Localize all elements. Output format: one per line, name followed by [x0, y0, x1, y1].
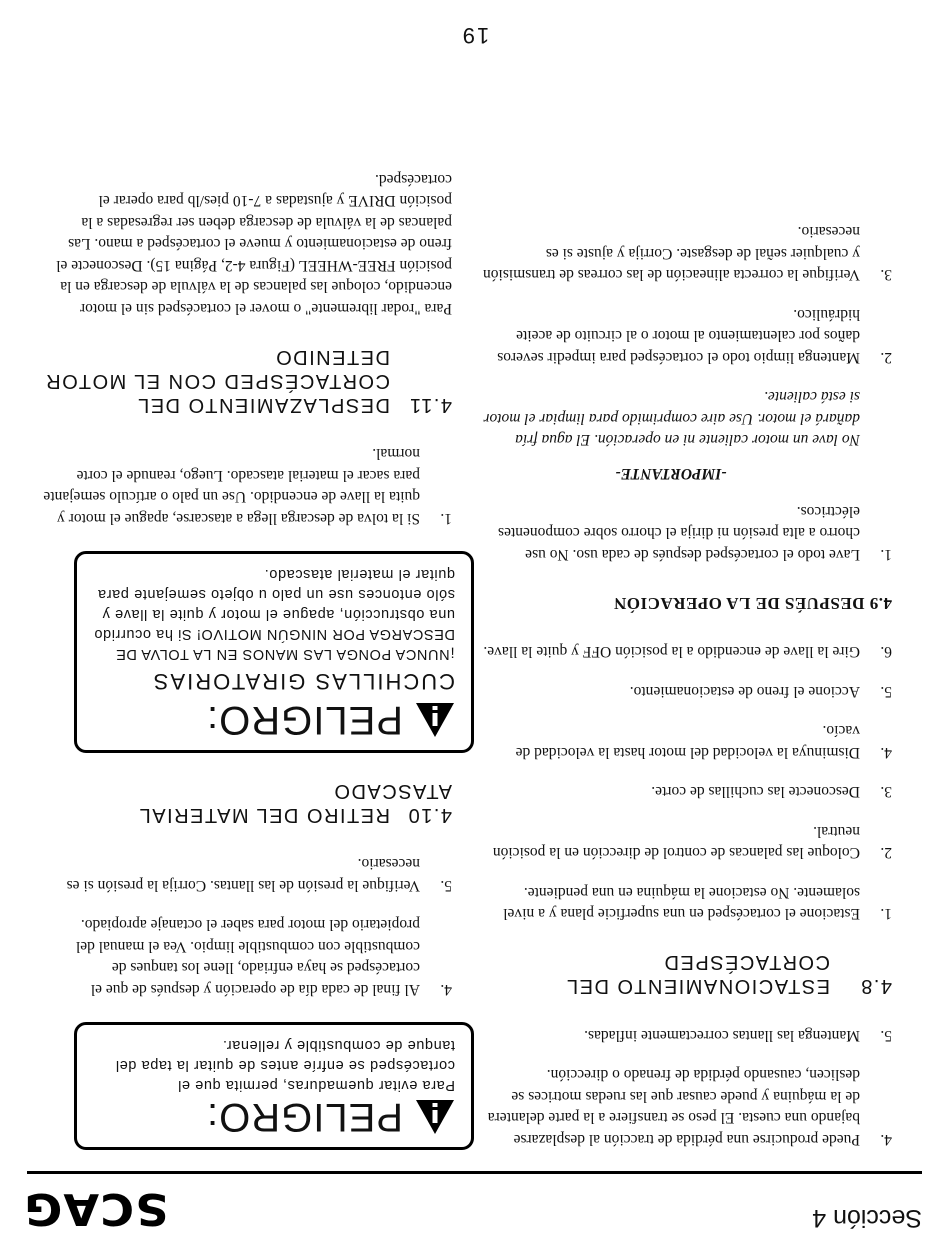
page-header	[23, 1174, 922, 1238]
list-item: 4. Al final de cada día de operación y después de que el cortacésped se haya enfriado, llene los tanques de combustible con combustible limpio. Vea el manual del propietario del motor para saber el octanaje apropiado.	[75, 916, 452, 998]
list-item: 1. Si la tolva de descarga llega a atascarse, apague el motor y quita la llave de encendido. Use un palo o artículo semejante para sacar el material atascado. Luego, reanude el corte normal.	[43, 445, 452, 527]
list-item: 3. Desconecte las cuchillas de corte.	[651, 783, 892, 801]
right-column	[42, 151, 455, 1151]
important-note	[482, 386, 892, 483]
important-title: -IMPORTANTE-	[615, 465, 727, 483]
list-item: 5. Accione el freno de estacionamiento.	[629, 683, 892, 700]
list-item: 5. Verifique la presión de las llantas. Corrija la presión si es necesario.	[66, 855, 452, 894]
danger-title: PELIGRO:	[206, 1095, 403, 1139]
danger-box-burns	[74, 1022, 474, 1150]
danger-title: PELIGRO:	[206, 698, 403, 742]
warning-triangle-icon	[415, 702, 455, 738]
danger-subtitle: CUCHILLAS GIRATORIAS	[151, 669, 455, 694]
list-item: 2. Mantenga limpio todo el cortacésped para impedir severos daños por calentamiento al motor o al circuito de aceite hidráulico.	[497, 306, 892, 366]
left-column	[482, 203, 892, 1150]
list-item: 6. Gire la llave de encendido a la posición OFF y quite la llave.	[483, 643, 892, 661]
list-item: 1. Estacione el cortacésped en una superficie plana y a nivel solamente. No estacione la máquina en una pendiente.	[503, 884, 892, 923]
scag-logo: SCAG	[23, 1183, 169, 1234]
header-divider	[27, 1171, 922, 1174]
list-item: 4. Puede producirse una pérdida de tracción al desplazarse bajando una cuesta. El peso se transfiere a la parte delantera de la máquina y puede causar que las ruedas motrices se deslicen, causando pérdida de frenado o dirección.	[487, 1066, 892, 1148]
section-heading-4-8: 4.8ESTACIONAMIENTO DEL CORTACÉSPED	[565, 951, 892, 998]
section-heading-4-9: 4.9 DESPUÉS DE LA OPERACIÓN	[613, 594, 892, 613]
danger-text: ¡NUNCA PONGA LAS MANOS EN LA TOLVA DE DESCARGA POR NINGÚN MOTIVO! Si ha ocurrido una obstrucción, apague el motor y quite la llave y sólo entonces use un palo u objeto semejante para quitar el material atascado.	[93, 566, 455, 662]
page-number: 19	[460, 23, 490, 48]
warning-triangle-icon	[415, 1099, 455, 1135]
list-item: 4. Disminuya la velocidad del motor hasta la velocidad de vacío.	[515, 722, 892, 761]
section-label: Sección 4	[812, 1204, 922, 1232]
list-item: 5. Mantenga las llantas correctamente infladas.	[584, 1027, 892, 1044]
list-item: 1. Lave todo el cortacésped después de cada uso. No use chorro a alta presión ni dirija el chorro sobre componentes eléctricos.	[498, 503, 892, 563]
section-heading-4-10: 4.10RETIRO DEL MATERIAL ATASCADO	[138, 780, 452, 826]
danger-box-blades	[74, 551, 474, 753]
paragraph-4-11: Para "rodar libremente" o mover el cortacésped sin el motor encendido, coloque las palancas de la válvula de descarga en la posición FREE-WHEEL (Figura 4-2, Página 15). Desconecte el freno de estacionamiento y mueve el cortacésped a mano. Las palancas de la válvula de descarga deben ser regresadas a la posición DRIVE y ajustadas a 7-10 pies/lb para operar el cortacésped.	[56, 171, 452, 317]
danger-text: Para evitar quemaduras, permita que el cortacésped se enfríe antes de quitar la tapa del tanque de combustible y rellenar.	[115, 1037, 455, 1093]
list-item: 3. Verifique la correcta alineación de las correas de transmisión y cualquier señal de desgaste. Corrija y ajuste si es necesario.	[483, 223, 892, 284]
important-text: No lave un motor caliente ni en operación. El agua fría dañará el motor. Use aire comprimido para limpiar el motor si está caliente.	[483, 388, 860, 449]
section-heading-4-11: 4.11DESPLAZAMIENTO DEL CORTACÉSPED CON EL MOTOR DETENIDO	[44, 346, 452, 416]
list-item: 2. Coloque las palancas de control de dirección en la posición neutral.	[492, 823, 892, 862]
